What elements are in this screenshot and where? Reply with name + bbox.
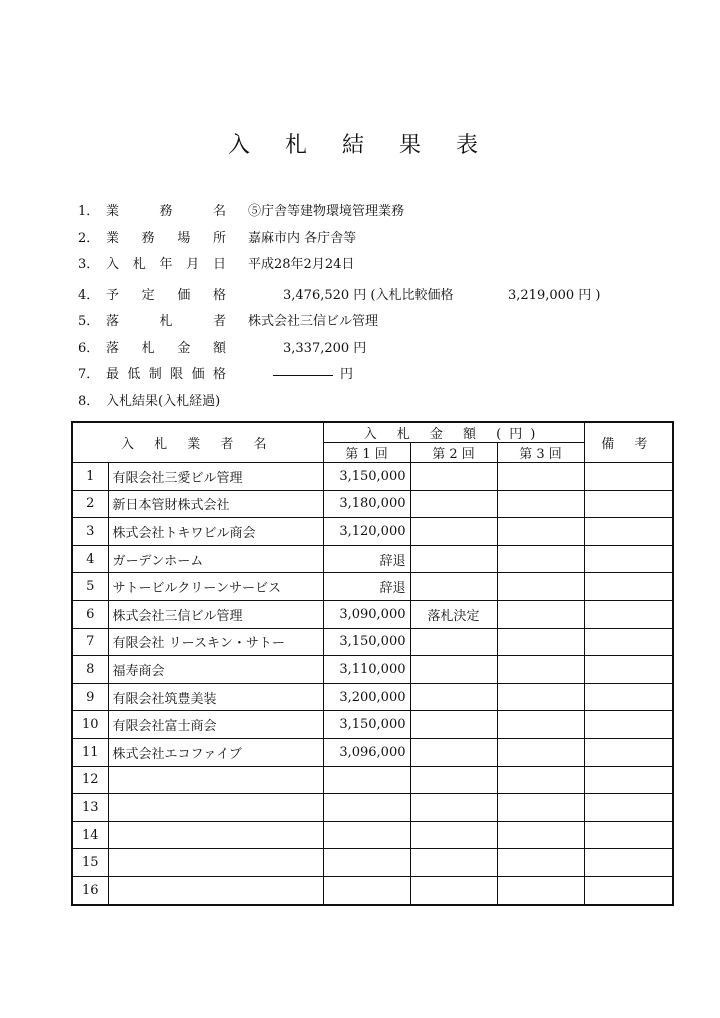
table-row — [72, 766, 673, 794]
company-name: 有限会社三愛ビル管理 — [108, 463, 323, 491]
round-3-amount — [497, 463, 584, 491]
company-name — [108, 794, 323, 822]
table-body — [72, 463, 673, 905]
info-extra: 3,219,000 円 ) — [508, 288, 601, 303]
note-cell — [584, 545, 673, 573]
company-name — [108, 766, 323, 794]
round-2-amount — [410, 628, 497, 656]
row-number: 7 — [72, 628, 108, 656]
company-name — [108, 876, 323, 904]
table-row — [72, 600, 673, 628]
note-cell — [584, 628, 673, 656]
table-row — [72, 683, 673, 711]
table-row — [72, 545, 673, 573]
row-number: 11 — [72, 738, 108, 766]
row-number: 1 — [72, 463, 108, 491]
row-number: 6 — [72, 600, 108, 628]
info-number: 1． — [78, 204, 100, 219]
note-cell — [584, 463, 673, 491]
round-2-amount — [410, 766, 497, 794]
info-value: 3,476,520 円 (入札比較価格 — [283, 288, 454, 303]
info-label-char: 場 — [177, 231, 191, 246]
round-3-amount — [497, 628, 584, 656]
company-name: 株式会社三信ビル管理 — [108, 600, 323, 628]
info-label-char: 業 — [106, 204, 120, 219]
info-value: 株式会社三信ビル管理 — [248, 314, 379, 329]
header-round-1: 第 1 回 — [323, 443, 410, 463]
company-name: 有限会社富士商会 — [108, 711, 323, 739]
page-title: 入 札 結 果 表 — [228, 133, 492, 158]
info-label-char: 価 — [191, 367, 205, 382]
info-number: 2． — [78, 231, 100, 246]
note-cell — [584, 849, 673, 877]
info-label-char: 月 — [186, 257, 200, 272]
round-3-amount — [497, 518, 584, 546]
note-cell — [584, 683, 673, 711]
round-1-amount: 辞退 — [323, 545, 410, 573]
info-number: 8． — [78, 394, 100, 409]
table-row — [72, 849, 673, 877]
note-cell — [584, 794, 673, 822]
round-1-amount — [323, 876, 410, 904]
info-value: 嘉麻市内 各庁舎等 — [248, 231, 357, 246]
note-cell — [584, 600, 673, 628]
info-label-char: 限 — [170, 367, 184, 382]
round-2-amount — [410, 463, 497, 491]
round-1-amount: 3,180,000 — [323, 490, 410, 518]
info-number: 4． — [78, 288, 100, 303]
info-label-char: 最 — [106, 367, 120, 382]
company-name: 福寿商会 — [108, 656, 323, 684]
round-2-amount — [410, 849, 497, 877]
round-1-amount: 3,096,000 — [323, 738, 410, 766]
info-number: 5． — [78, 314, 100, 329]
round-2-amount: 落札決定 — [410, 600, 497, 628]
header-round-2: 第 2 回 — [410, 443, 497, 463]
note-cell — [584, 876, 673, 904]
dash-line — [273, 375, 333, 376]
note-cell — [584, 821, 673, 849]
row-number: 13 — [72, 794, 108, 822]
info-label-char: 業 — [106, 231, 120, 246]
round-3-amount — [497, 490, 584, 518]
round-2-amount — [410, 738, 497, 766]
round-3-amount — [497, 766, 584, 794]
round-1-amount: 3,150,000 — [323, 628, 410, 656]
round-2-amount — [410, 876, 497, 904]
round-1-amount — [323, 794, 410, 822]
header-company: 入 札 業 者 名 — [72, 422, 323, 463]
company-name: 有限会社筑豊美装 — [108, 683, 323, 711]
note-cell — [584, 711, 673, 739]
info-label — [106, 286, 226, 306]
info-label-char: 務 — [141, 231, 155, 246]
info-number: 6． — [78, 341, 100, 356]
round-1-amount: 3,090,000 — [323, 600, 410, 628]
table-row — [72, 656, 673, 684]
note-cell — [584, 766, 673, 794]
info-label-char: 所 — [212, 231, 226, 246]
row-number: 16 — [72, 876, 108, 904]
info-label-char: 年 — [159, 257, 173, 272]
info-number: 7． — [78, 367, 100, 382]
row-number: 9 — [72, 683, 108, 711]
info-label-char: 務 — [159, 204, 173, 219]
info-label-char: 金 — [177, 341, 191, 356]
table-row — [72, 518, 673, 546]
info-label-char: 格 — [212, 367, 226, 382]
info-label-char: 者 — [212, 314, 226, 329]
note-cell — [584, 518, 673, 546]
round-3-amount — [497, 683, 584, 711]
round-1-amount: 3,110,000 — [323, 656, 410, 684]
info-label-char: 落 — [106, 341, 120, 356]
table-row — [72, 738, 673, 766]
info-label — [106, 339, 226, 359]
header-note: 備 考 — [584, 422, 673, 463]
info-label-char: 札 — [141, 341, 155, 356]
info-label-char: 落 — [106, 314, 120, 329]
round-1-amount: 3,120,000 — [323, 518, 410, 546]
bid-results-table — [71, 421, 674, 906]
round-3-amount — [497, 821, 584, 849]
note-cell — [584, 490, 673, 518]
round-2-amount — [410, 490, 497, 518]
round-1-amount: 3,150,000 — [323, 711, 410, 739]
row-number: 5 — [72, 573, 108, 601]
round-1-amount: 3,150,000 — [323, 463, 410, 491]
info-label-char: 価 — [177, 288, 191, 303]
info-label-char: 日 — [212, 257, 226, 272]
round-2-amount — [410, 656, 497, 684]
row-number: 15 — [72, 849, 108, 877]
round-3-amount — [497, 545, 584, 573]
info-label-char: 札 — [159, 314, 173, 329]
info-value: 3,337,200 円 — [283, 341, 367, 356]
round-2-amount — [410, 573, 497, 601]
note-cell — [584, 738, 673, 766]
round-3-amount — [497, 738, 584, 766]
info-label-char: 予 — [106, 288, 120, 303]
info-value: ⑤庁舎等建物環境管理業務 — [248, 204, 405, 219]
round-2-amount — [410, 821, 497, 849]
round-2-amount — [410, 545, 497, 573]
info-number: 3． — [78, 257, 100, 272]
info-label — [106, 229, 226, 249]
company-name: 有限会社 リースキン・サトー — [108, 628, 323, 656]
round-2-amount — [410, 683, 497, 711]
note-cell — [584, 573, 673, 601]
table-row — [72, 628, 673, 656]
row-number: 3 — [72, 518, 108, 546]
round-1-amount — [323, 849, 410, 877]
round-2-amount — [410, 794, 497, 822]
company-name: 株式会社エコファイブ — [108, 738, 323, 766]
table-row — [72, 876, 673, 904]
company-name: 株式会社トキワビル商会 — [108, 518, 323, 546]
info-label-char: 制 — [148, 367, 162, 382]
info-label-char: 札 — [132, 257, 146, 272]
info-label — [106, 255, 226, 275]
round-3-amount — [497, 711, 584, 739]
company-name — [108, 821, 323, 849]
round-2-amount — [410, 711, 497, 739]
row-number: 12 — [72, 766, 108, 794]
round-3-amount — [497, 794, 584, 822]
round-1-amount: 3,200,000 — [323, 683, 410, 711]
info-label-char: 入 — [106, 257, 120, 272]
header-amount: 入 札 金 額 (円) — [323, 422, 584, 443]
info-value: 平成28年2月24日 — [248, 257, 355, 272]
company-name: ガーデンホーム — [108, 545, 323, 573]
round-1-amount — [323, 766, 410, 794]
company-name — [108, 849, 323, 877]
info-label: 入札結果(入札経過) — [106, 394, 221, 409]
company-name: 新日本管財株式会社 — [108, 490, 323, 518]
info-value: 円 — [340, 367, 354, 382]
round-3-amount — [497, 849, 584, 877]
row-number: 8 — [72, 656, 108, 684]
info-label-char: 格 — [212, 288, 226, 303]
info-label-char: 額 — [212, 341, 226, 356]
row-number: 10 — [72, 711, 108, 739]
company-name: サトービルクリーンサービス — [108, 573, 323, 601]
info-label — [106, 202, 226, 222]
info-label — [106, 365, 226, 385]
row-number: 2 — [72, 490, 108, 518]
row-number: 14 — [72, 821, 108, 849]
table-row — [72, 821, 673, 849]
note-cell — [584, 656, 673, 684]
info-label-char: 定 — [141, 288, 155, 303]
round-1-amount — [323, 821, 410, 849]
header-round-3: 第 3 回 — [497, 443, 584, 463]
info-label-char: 低 — [127, 367, 141, 382]
info-label — [106, 312, 226, 332]
round-3-amount — [497, 656, 584, 684]
table-row — [72, 463, 673, 491]
round-2-amount — [410, 518, 497, 546]
round-3-amount — [497, 600, 584, 628]
table-row — [72, 573, 673, 601]
table-row — [72, 490, 673, 518]
round-3-amount — [497, 573, 584, 601]
info-label-char: 名 — [212, 204, 226, 219]
round-1-amount: 辞退 — [323, 573, 410, 601]
table-row — [72, 711, 673, 739]
table-row — [72, 794, 673, 822]
round-3-amount — [497, 876, 584, 904]
row-number: 4 — [72, 545, 108, 573]
